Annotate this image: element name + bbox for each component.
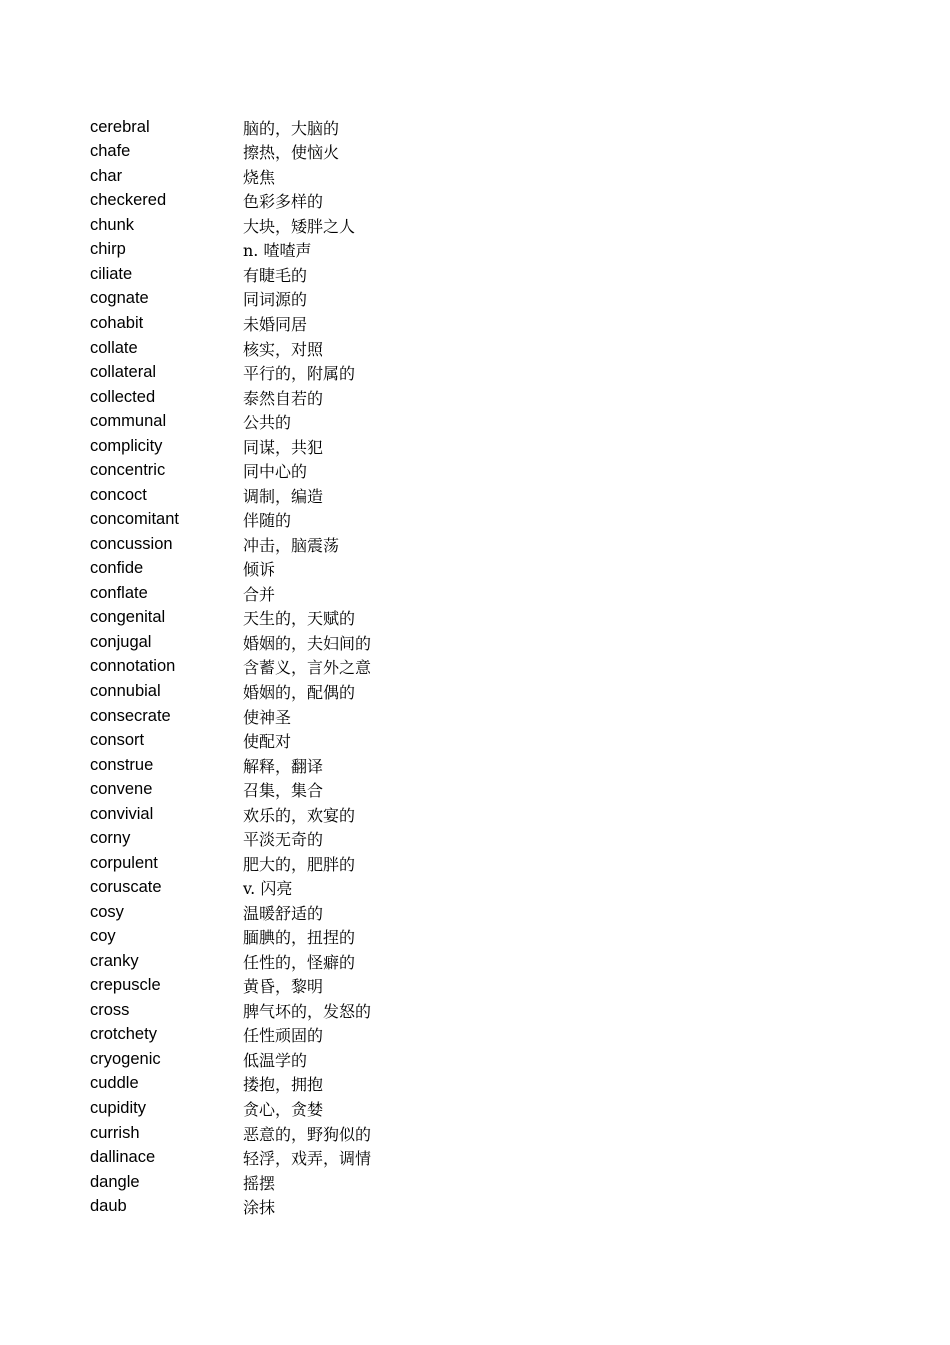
entry-meaning: 公共的 [243, 413, 292, 433]
entry-word: char [90, 166, 123, 185]
entry-meaning: 泰然自若的 [243, 388, 324, 408]
entry-word: cohabit [90, 314, 144, 333]
entry-word: cryogenic [90, 1049, 161, 1068]
vocabulary-entry [90, 606, 510, 631]
entry-word: chirp [90, 240, 126, 259]
vocabulary-entry [90, 483, 510, 508]
entry-word: cross [90, 1000, 130, 1019]
vocabulary-entry [90, 679, 510, 704]
vocabulary-entry [90, 851, 510, 876]
vocabulary-entry [90, 974, 510, 999]
entry-meaning: 脑的，大脑的 [243, 118, 340, 138]
entry-meaning: n. 喳喳声 [243, 241, 312, 261]
vocabulary-entry [90, 164, 510, 189]
vocabulary-entry [90, 1145, 510, 1170]
entry-meaning: 任性顽固的 [243, 1026, 324, 1046]
entry-word: corpulent [90, 853, 158, 872]
entry-meaning: 倾诉 [243, 560, 276, 580]
entry-meaning: 涂抹 [243, 1198, 276, 1218]
vocabulary-entry [90, 704, 510, 729]
vocabulary-entry [90, 777, 510, 802]
entry-meaning: 含蓄义，言外之意 [243, 658, 372, 678]
entry-meaning: 冲击，脑震荡 [243, 535, 340, 555]
entry-meaning: 摇摆 [243, 1173, 276, 1193]
entry-meaning: 肥大的，肥胖的 [243, 854, 356, 874]
entry-word: confide [90, 559, 144, 578]
vocabulary-entry [90, 728, 510, 753]
entry-meaning: 伴随的 [243, 511, 292, 531]
entry-word: currish [90, 1123, 140, 1142]
entry-word: crotchety [90, 1025, 157, 1044]
vocabulary-entry [90, 140, 510, 165]
vocabulary-entry [90, 1072, 510, 1097]
vocabulary-entry [90, 581, 510, 606]
vocabulary-entry [90, 949, 510, 974]
entry-meaning: 大块，矮胖之人 [243, 216, 356, 236]
entry-meaning: 平行的，附属的 [243, 364, 356, 384]
entry-word: convene [90, 780, 153, 799]
entry-word: collateral [90, 363, 157, 382]
vocabulary-entry [90, 458, 510, 483]
entry-meaning: 核实，对照 [243, 339, 324, 359]
vocabulary-entry [90, 360, 510, 385]
entry-word: coruscate [90, 878, 162, 897]
vocabulary-entry [90, 336, 510, 361]
entry-word: chafe [90, 142, 131, 161]
entry-meaning: 低温学的 [243, 1050, 308, 1070]
vocabulary-entry [90, 385, 510, 410]
entry-meaning: 色彩多样的 [243, 192, 324, 212]
entry-word: communal [90, 412, 167, 431]
vocabulary-entry [90, 655, 510, 680]
entry-word: concoct [90, 485, 147, 504]
entry-word: construe [90, 755, 154, 774]
entry-meaning: 同谋，共犯 [243, 437, 324, 457]
vocabulary-entry [90, 532, 510, 557]
entry-word: daub [90, 1197, 127, 1216]
entry-word: conjugal [90, 632, 152, 651]
vocabulary-entry [90, 262, 510, 287]
entry-word: congenital [90, 608, 166, 627]
entry-meaning: 使配对 [243, 732, 292, 752]
entry-meaning: 烧焦 [243, 167, 276, 187]
entry-word: collected [90, 387, 156, 406]
entry-meaning: 平淡无奇的 [243, 830, 324, 850]
entry-meaning: 调制，编造 [243, 486, 324, 506]
entry-word: consort [90, 731, 145, 750]
vocabulary-entry [90, 557, 510, 582]
entry-meaning: 天生的，天赋的 [243, 609, 356, 629]
entry-word: consecrate [90, 706, 171, 725]
entry-meaning: 脾气坏的，发怒的 [243, 1001, 372, 1021]
vocabulary-entry [90, 409, 510, 434]
entry-word: concentric [90, 461, 166, 480]
entry-word: convivial [90, 804, 154, 823]
vocabulary-entry [90, 1121, 510, 1146]
entry-word: dallinace [90, 1148, 156, 1167]
vocabulary-entry [90, 213, 510, 238]
entry-word: concomitant [90, 510, 179, 529]
vocabulary-entry [90, 1194, 510, 1219]
vocabulary-entry [90, 311, 510, 336]
entry-meaning: 恶意的，野狗似的 [243, 1124, 372, 1144]
entry-meaning: 轻浮，戏弄，调情 [243, 1149, 372, 1169]
entry-meaning: 合并 [243, 584, 276, 604]
entry-word: ciliate [90, 264, 133, 283]
entry-word: dangle [90, 1172, 140, 1191]
vocabulary-entry [90, 900, 510, 925]
entry-meaning: 召集，集合 [243, 781, 324, 801]
vocabulary-entry [90, 1047, 510, 1072]
entry-word: cosy [90, 902, 124, 921]
vocabulary-entry [90, 1096, 510, 1121]
entry-meaning: 婚姻的，夫妇间的 [243, 633, 372, 653]
entry-meaning: v. 闪亮 [243, 879, 293, 899]
entry-word: corny [90, 829, 131, 848]
entry-word: cranky [90, 951, 139, 970]
entry-word: chunk [90, 215, 135, 234]
vocabulary-entry [90, 630, 510, 655]
entry-meaning: 温暖舒适的 [243, 903, 324, 923]
entry-meaning: 未婚同居 [243, 315, 308, 335]
vocabulary-entry [90, 925, 510, 950]
entry-meaning: 同中心的 [243, 462, 308, 482]
vocabulary-entry [90, 1023, 510, 1048]
entry-meaning: 有睫毛的 [243, 265, 308, 285]
vocabulary-entry [90, 238, 510, 263]
entry-meaning: 擦热，使恼火 [243, 143, 340, 163]
vocabulary-entry [90, 287, 510, 312]
entry-meaning: 同词源的 [243, 290, 308, 310]
entry-word: connotation [90, 657, 176, 676]
entry-meaning: 解释，翻译 [243, 756, 324, 776]
vocabulary-entry [90, 998, 510, 1023]
entry-word: conflate [90, 583, 148, 602]
entry-word: complicity [90, 436, 163, 455]
vocabulary-list [90, 115, 510, 1219]
entry-word: checkered [90, 191, 167, 210]
vocabulary-entry [90, 115, 510, 140]
entry-word: cupidity [90, 1099, 146, 1118]
vocabulary-entry [90, 753, 510, 778]
entry-meaning: 婚姻的，配偶的 [243, 682, 356, 702]
vocabulary-entry [90, 434, 510, 459]
vocabulary-entry [90, 826, 510, 851]
entry-meaning: 任性的，怪癖的 [243, 952, 356, 972]
entry-word: cuddle [90, 1074, 139, 1093]
vocabulary-entry [90, 189, 510, 214]
entry-word: cerebral [90, 117, 150, 136]
entry-meaning: 腼腆的，扭捏的 [243, 928, 356, 948]
entry-word: cognate [90, 289, 149, 308]
vocabulary-entry [90, 508, 510, 533]
entry-meaning: 欢乐的，欢宴的 [243, 805, 356, 825]
vocabulary-entry [90, 875, 510, 900]
entry-meaning: 贪心，贪婪 [243, 1100, 324, 1120]
entry-word: collate [90, 338, 138, 357]
vocabulary-entry [90, 802, 510, 827]
entry-meaning: 搂抱，拥抱 [243, 1075, 324, 1095]
vocabulary-entry [90, 1170, 510, 1195]
entry-meaning: 使神圣 [243, 707, 292, 727]
entry-word: connubial [90, 681, 161, 700]
entry-word: concussion [90, 534, 173, 553]
entry-word: crepuscle [90, 976, 161, 995]
entry-meaning: 黄昏，黎明 [243, 977, 324, 997]
entry-word: coy [90, 927, 116, 946]
